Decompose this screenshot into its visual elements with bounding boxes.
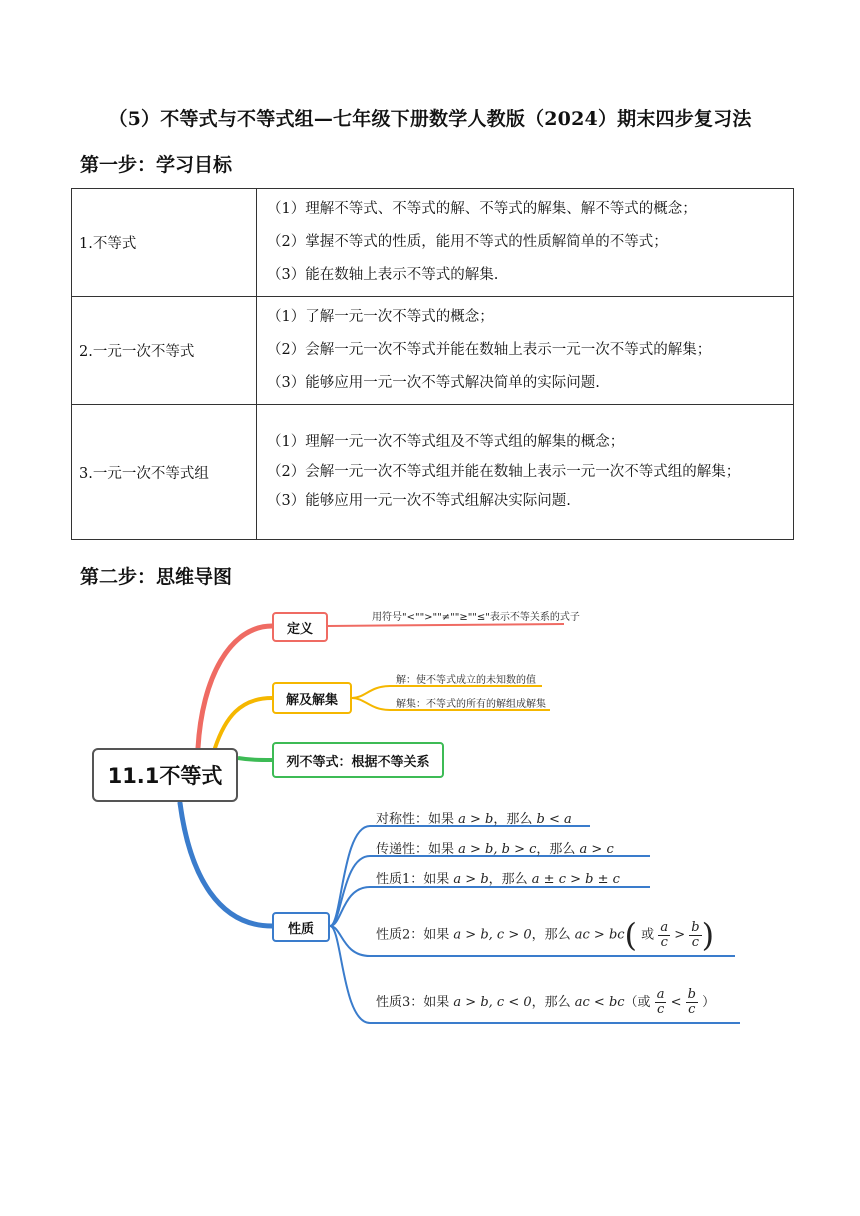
fraction-a-over-c: [658, 921, 670, 950]
fraction-numerator: a: [660, 919, 669, 935]
step2-heading: 第二步：思维导图: [80, 566, 233, 588]
solution-set-leaf: 解集：不等式的所有的解组成解集: [396, 699, 546, 710]
goal-line: （1）理解一元一次不等式组及不等式组的解集的概念；: [267, 434, 625, 450]
goal-line: （3）能够应用一元一次不等式组解决实际问题.: [267, 493, 571, 509]
leaf-close: ）: [702, 995, 716, 1010]
leaf-prefix: 性质1：如果: [376, 872, 454, 887]
goals-cell: [257, 297, 794, 405]
fraction-a-over-c: [655, 988, 667, 1017]
goal-line: （1）理解不等式、不等式的解、不等式的解集、解不等式的概念；: [267, 201, 697, 217]
definition-leaf: 用符号"<"">""≠""≥""≤"表示不等关系的式子: [372, 612, 580, 623]
table-row: [72, 189, 794, 297]
leaf-or: （或: [624, 995, 651, 1010]
leaf-condition: a > b, c < 0: [453, 995, 532, 1010]
fraction-denominator: c: [656, 1002, 665, 1017]
symmetry-leaf: [376, 808, 572, 827]
leaf-result: ac > bc: [574, 927, 625, 943]
leaf-condition: a > b: [453, 872, 489, 887]
solution-leaf: 解：使不等式成立的未知数的值: [396, 675, 536, 686]
leaf-result: a > c: [579, 842, 614, 857]
close-paren: ): [701, 916, 715, 954]
leaf-mid: ，那么: [531, 927, 575, 943]
fraction-b-over-c: [689, 921, 701, 950]
leaf-condition: a > b: [458, 812, 494, 827]
learning-goals-table: [71, 188, 794, 540]
goal-line: （3）能在数轴上表示不等式的解集.: [267, 267, 499, 283]
leaf-mid: ，那么: [531, 995, 575, 1010]
fraction-denominator: c: [660, 934, 668, 950]
leaf-result: a ± c > b ± c: [531, 872, 620, 887]
leaf-operator: >: [674, 927, 686, 943]
topic-cell: 3.一元一次不等式组: [72, 405, 257, 540]
goal-line: （1）了解一元一次不等式的概念；: [267, 309, 494, 325]
goals-cell: [257, 405, 794, 540]
transitive-leaf: [376, 838, 614, 857]
leaf-prefix: 对称性：如果: [376, 812, 459, 827]
leaf-condition: a > b, c > 0: [453, 927, 532, 943]
definition-node: 定义: [272, 612, 328, 642]
property1-leaf: [376, 868, 620, 887]
step1-heading: 第一步：学习目标: [80, 154, 233, 176]
fraction-b-over-c: [686, 988, 698, 1017]
branch-properties-line: [180, 803, 272, 926]
leaf-or: 或: [641, 927, 655, 943]
root-node: 11.1不等式: [92, 748, 238, 802]
goal-line: （2）会解一元一次不等式组并能在数轴上表示一元一次不等式组的解集；: [267, 464, 741, 480]
table-row: [72, 297, 794, 405]
goal-line: （2）掌握不等式的性质，能用不等式的性质解简单的不等式；: [267, 234, 668, 250]
table-row: [72, 405, 794, 540]
branch-definition-line: [198, 626, 272, 748]
mind-map: [80, 598, 760, 1038]
leaf-prefix: 传递性：如果: [376, 842, 459, 857]
fraction-denominator: c: [691, 934, 700, 950]
leaf-mid: ，那么: [536, 842, 580, 857]
topic-cell: 1.不等式: [72, 189, 257, 297]
leaf-mid: ，那么: [488, 872, 532, 887]
fraction-numerator: b: [691, 919, 700, 935]
leaf-mid: ，那么: [493, 812, 537, 827]
open-paren: (: [624, 916, 638, 954]
leaf-result: b < a: [536, 812, 572, 827]
solution-node: 解及解集: [272, 682, 352, 714]
branch-list-line: [238, 758, 272, 760]
leaf-condition: a > b, b > c: [458, 842, 537, 857]
goal-line: （3）能够应用一元一次不等式解决简单的实际问题.: [267, 375, 600, 391]
leaf-prefix: 性质3：如果: [376, 995, 454, 1010]
topic-cell: 2.一元一次不等式: [72, 297, 257, 405]
properties-node: 性质: [272, 912, 330, 942]
leaf-prefix: 性质2：如果: [376, 927, 454, 943]
leaf-operator: <: [670, 995, 682, 1010]
list-inequality-node: 列不等式：根据不等关系: [272, 742, 444, 778]
fraction-numerator: a: [656, 987, 665, 1002]
property3-leaf: [376, 988, 715, 1017]
goal-line: （2）会解一元一次不等式并能在数轴上表示一元一次不等式的解集；: [267, 342, 712, 358]
document-title: （5）不等式与不等式组—七年级下册数学人教版（2024）期末四步复习法: [108, 108, 752, 130]
fraction-numerator: b: [687, 987, 696, 1002]
definition-leaf-line: [328, 624, 564, 626]
leaf-result: ac < bc: [574, 995, 625, 1010]
branch-solution-line: [215, 698, 272, 748]
property2-leaf: [376, 916, 714, 954]
fraction-denominator: c: [688, 1002, 696, 1017]
goals-cell: [257, 189, 794, 297]
